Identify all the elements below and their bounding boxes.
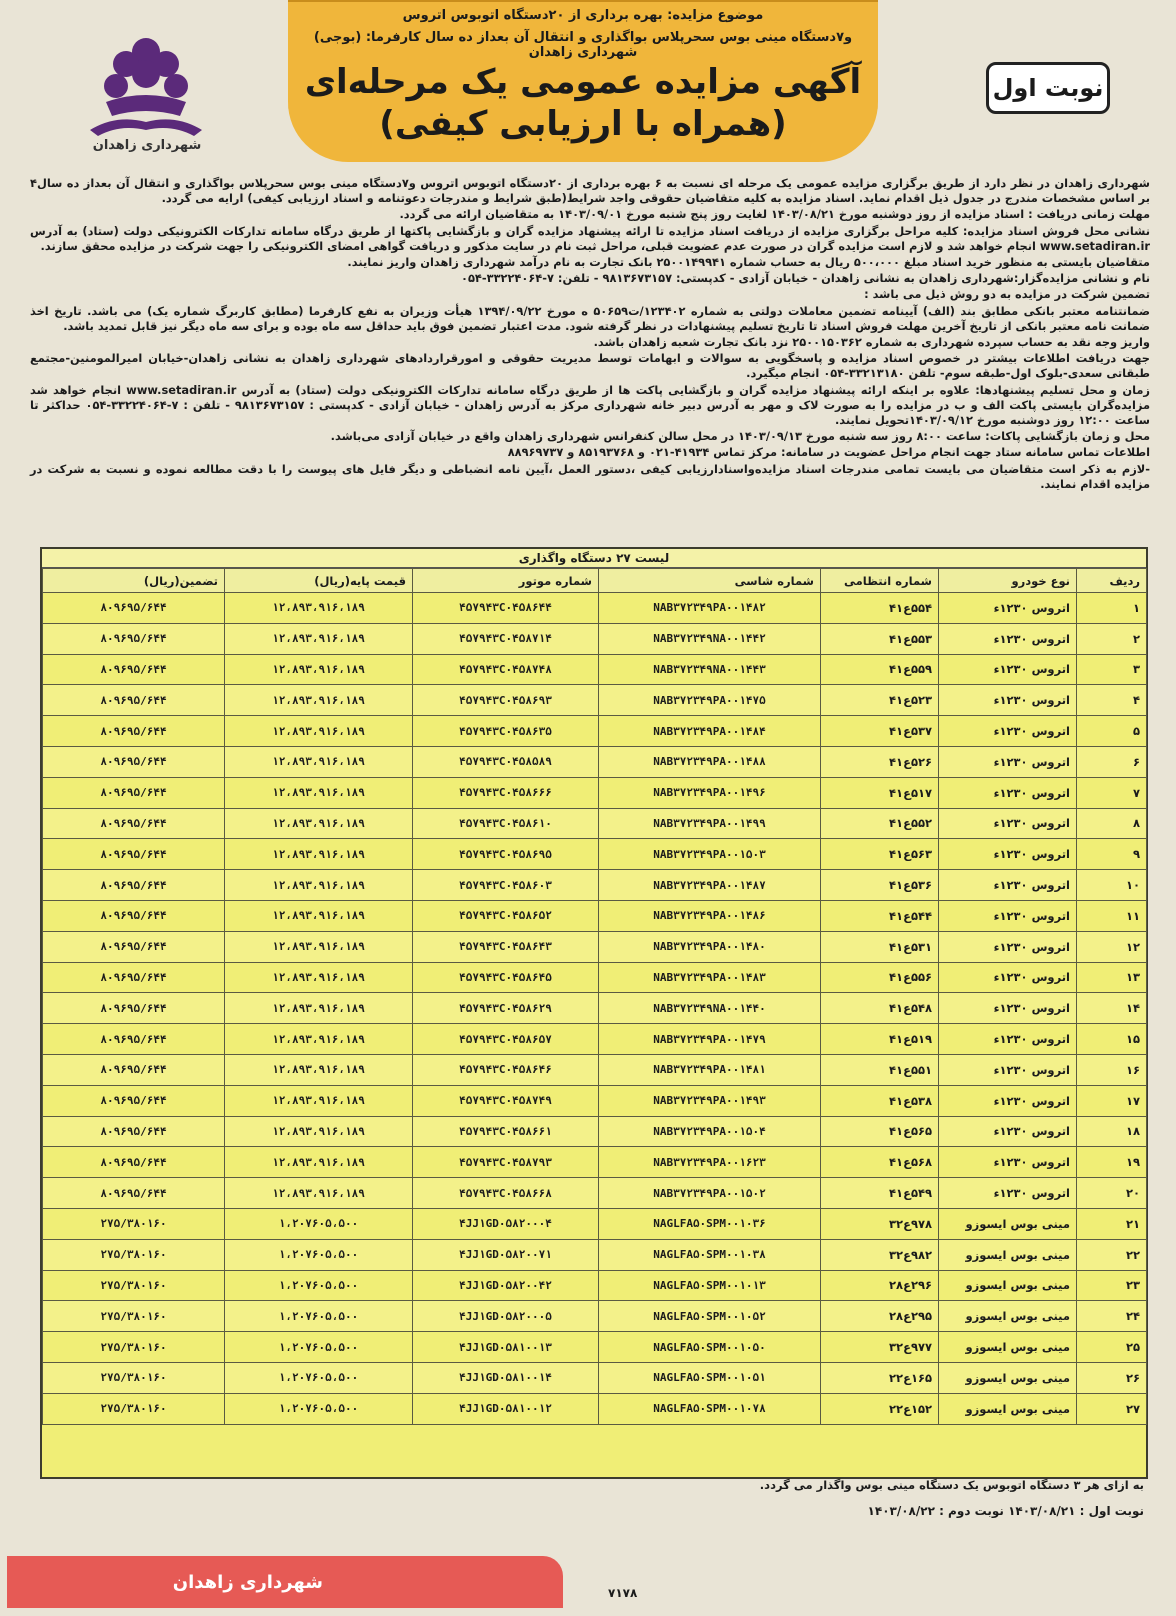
table-row: [43, 900, 1147, 931]
vehicle-type: اتروس ۱۲۳۰ء: [939, 1147, 1077, 1178]
chassis-number: NAGLFA۵۰SPM۰۰۱۰۳۸: [599, 1239, 821, 1270]
row-number: ۶: [1077, 746, 1147, 777]
engine-number: ۴JJ۱GD۰۵۸۲۰۰۴۲: [413, 1270, 599, 1301]
deposit-amount: ۲۷۵/۳۸۰۱۶۰: [43, 1301, 225, 1332]
plate-number: ۵۳۷ع۴۱: [821, 716, 939, 747]
table-row: [43, 746, 1147, 777]
vehicle-type: مینی بوس ایسوزو: [939, 1332, 1077, 1363]
row-number: ۲۱: [1077, 1208, 1147, 1239]
deposit-amount: ۸۰۹۶۹۵/۶۴۴: [43, 1116, 225, 1147]
chassis-number: NAB۳۷۲۳۴۹PA۰۰۱۵۰۴: [599, 1116, 821, 1147]
body-paragraph: نشانی محل فروش اسناد مزایده: کلیه مراحل برگزاری مزایده از دریافت اسناد مزایده تا ارائه پیشنهاد مزایده گران و بازگشایی پاکتها از طریق درگاه سامانه تدارکات الکترونیکی دولت (ستاد) به آدرس www.setadiran.ir انجام خواهد شد و لازم است مزایده گران در صورت عدم عضویت قبلی، مراحل ثبت نام در سایت مذکور و دریافت گواهی امضای الکترونیکی را جهت شرکت در مزایده محقق سازند.: [30, 223, 1150, 253]
engine-number: ۴۵۷۹۴۳C۰۴۵۸۶۴۶: [413, 1054, 599, 1085]
vehicle-type: مینی بوس ایسوزو: [939, 1208, 1077, 1239]
base-price: ۱،۲۰۷۶۰۵،۵۰۰: [225, 1301, 413, 1332]
deposit-amount: ۸۰۹۶۹۵/۶۴۴: [43, 808, 225, 839]
engine-number: ۴JJ۱GD۰۵۸۱۰۰۱۴: [413, 1362, 599, 1393]
table-row: [43, 1393, 1147, 1424]
vehicle-type: مینی بوس ایسوزو: [939, 1301, 1077, 1332]
row-number: ۲۲: [1077, 1239, 1147, 1270]
table-title: لیست ۲۷ دستگاه واگذاری: [42, 549, 1146, 568]
vehicle-type: اتروس ۱۲۳۰ء: [939, 593, 1077, 624]
engine-number: ۴۵۷۹۴۳C۰۴۵۸۶۹۵: [413, 839, 599, 870]
engine-number: ۴۵۷۹۴۳C۰۴۵۸۶۳۵: [413, 716, 599, 747]
plate-number: ۹۷۷ع۳۲: [821, 1332, 939, 1363]
table-row: [43, 593, 1147, 624]
chassis-number: NAB۳۷۲۳۴۹PA۰۰۱۴۷۵: [599, 685, 821, 716]
chassis-number: NAGLFA۵۰SPM۰۰۱۰۵۰: [599, 1332, 821, 1363]
base-price: ۱۲،۸۹۳،۹۱۶،۱۸۹: [225, 654, 413, 685]
engine-number: ۴۵۷۹۴۳C۰۴۵۸۷۹۳: [413, 1147, 599, 1178]
vehicle-type: اتروس ۱۲۳۰ء: [939, 1178, 1077, 1209]
base-price: ۱۲،۸۹۳،۹۱۶،۱۸۹: [225, 808, 413, 839]
header-base-price: قیمت پایه(ریال): [225, 569, 413, 593]
chassis-number: NAB۳۷۲۳۴۹PA۰۰۱۴۷۹: [599, 1024, 821, 1055]
deposit-amount: ۸۰۹۶۹۵/۶۴۴: [43, 1178, 225, 1209]
base-price: ۱۲،۸۹۳،۹۱۶،۱۸۹: [225, 1054, 413, 1085]
table-row: [43, 1301, 1147, 1332]
row-number: ۱۹: [1077, 1147, 1147, 1178]
base-price: ۱،۲۰۷۶۰۵،۵۰۰: [225, 1362, 413, 1393]
row-number: ۲۰: [1077, 1178, 1147, 1209]
plate-number: ۵۵۹ع۴۱: [821, 654, 939, 685]
body-paragraph: متقاضیان بایستی به منظور خرید اسناد مبلغ ۵۰۰،۰۰۰ ریال به حساب شماره ۲۵۰۰۱۴۹۹۴۱ بانک تجارت به نام درآمد شهرداری زاهدان واریز نمایند.: [347, 255, 1150, 270]
table-row: [43, 962, 1147, 993]
deposit-amount: ۲۷۵/۳۸۰۱۶۰: [43, 1239, 225, 1270]
publication-dates: نوبت اول : ۱۴۰۳/۰۸/۲۱ نوبت دوم : ۱۴۰۳/۰۸/۲۲: [867, 1504, 1144, 1518]
table-row: [43, 716, 1147, 747]
chassis-number: NAB۳۷۲۳۴۹PA۰۰۱۴۸۲: [599, 593, 821, 624]
vehicle-type: اتروس ۱۲۳۰ء: [939, 1054, 1077, 1085]
subject-line-1: موضوع مزایده: بهره برداری از ۲۰دستگاه اتوبوس اتروس: [402, 8, 764, 23]
row-number: ۱۶: [1077, 1054, 1147, 1085]
header-chassis: شماره شاسی: [599, 569, 821, 593]
vehicle-type: اتروس ۱۲۳۰ء: [939, 1116, 1077, 1147]
plate-number: ۵۶۸ع۴۱: [821, 1147, 939, 1178]
vehicle-type: اتروس ۱۲۳۰ء: [939, 839, 1077, 870]
chassis-number: NAB۳۷۲۳۴۹PA۰۰۱۴۸۴: [599, 716, 821, 747]
body-paragraph: جهت دریافت اطلاعات بیشتر در خصوص اسناد مزایده و پاسخگویی به سوالات و ابهامات توسط مدیریت حقوقی و امورقراردادهای شهرداری زاهدان به نشانی زاهدان-خیابان امیرالمومنین-مجتمع طبقاتی سعدی-بلوک اول-طبقه سوم- تلفن ۳۳۲۱۳۱۸۰-۰۵۴ انجام میگیرد.: [30, 351, 1150, 381]
engine-number: ۴JJ۱GD۰۵۸۱۰۰۱۲: [413, 1393, 599, 1424]
row-number: ۱۳: [1077, 962, 1147, 993]
body-paragraph: تضمین شرکت در مزایده به دو روش ذیل می باشد :: [864, 287, 1150, 302]
vehicle-type: اتروس ۱۲۳۰ء: [939, 716, 1077, 747]
table-row: [43, 777, 1147, 808]
engine-number: ۴۵۷۹۴۳C۰۴۵۸۷۴۸: [413, 654, 599, 685]
header-banner: [288, 0, 878, 162]
chassis-number: NAGLFA۵۰SPM۰۰۱۰۳۶: [599, 1208, 821, 1239]
row-number: ۳: [1077, 654, 1147, 685]
vehicle-type: اتروس ۱۲۳۰ء: [939, 1024, 1077, 1055]
header-deposit: تضمین(ریال): [43, 569, 225, 593]
table-row: [43, 1054, 1147, 1085]
engine-number: ۴۵۷۹۴۳C۰۴۵۸۶۶۶: [413, 777, 599, 808]
deposit-amount: ۸۰۹۶۹۵/۶۴۴: [43, 993, 225, 1024]
header-engine: شماره موتور: [413, 569, 599, 593]
plate-number: ۵۲۶ع۴۱: [821, 746, 939, 777]
plate-number: ۱۵۲ع۲۲: [821, 1393, 939, 1424]
engine-number: ۴JJ۱GD۰۵۸۲۰۰۰۴: [413, 1208, 599, 1239]
logo-caption: شهرداری زاهدان: [92, 138, 202, 153]
table-row: [43, 839, 1147, 870]
base-price: ۱،۲۰۷۶۰۵،۵۰۰: [225, 1208, 413, 1239]
row-number: ۸: [1077, 808, 1147, 839]
engine-number: ۴۵۷۹۴۳C۰۴۵۸۶۹۳: [413, 685, 599, 716]
table-row: [43, 808, 1147, 839]
body-paragraph: نام و نشانی مزایده‌گزار:شهرداری زاهدان به نشانی زاهدان - خیابان آزادی - کدپستی: ۹۸۱۳۶۷۳۱۵۷ - تلفن: ۷-۳۳۲۲۴۰۶۴-۰۵۴: [461, 271, 1150, 286]
chassis-number: NAB۳۷۲۳۴۹PA۰۰۱۴۸۷: [599, 870, 821, 901]
engine-number: ۴۵۷۹۴۳C۰۴۵۸۶۲۹: [413, 993, 599, 1024]
table-row: [43, 931, 1147, 962]
base-price: ۱۲،۸۹۳،۹۱۶،۱۸۹: [225, 1085, 413, 1116]
base-price: ۱،۲۰۷۶۰۵،۵۰۰: [225, 1239, 413, 1270]
table-row: [43, 870, 1147, 901]
vehicle-type: اتروس ۱۲۳۰ء: [939, 993, 1077, 1024]
plate-number: ۵۳۱ع۴۱: [821, 931, 939, 962]
plate-number: ۵۴۴ع۴۱: [821, 900, 939, 931]
base-price: ۱،۲۰۷۶۰۵،۵۰۰: [225, 1393, 413, 1424]
footer-org-name: شهرداری زاهدان: [172, 1572, 323, 1593]
row-number: ۱۰: [1077, 870, 1147, 901]
row-number: ۱: [1077, 593, 1147, 624]
vehicle-type: اتروس ۱۲۳۰ء: [939, 1085, 1077, 1116]
round-badge: نوبت اول: [986, 62, 1110, 114]
deposit-amount: ۸۰۹۶۹۵/۶۴۴: [43, 654, 225, 685]
engine-number: ۴۵۷۹۴۳C۰۴۵۸۷۴۹: [413, 1085, 599, 1116]
table-row: [43, 1332, 1147, 1363]
body-paragraph: -لازم به ذکر است متقاضیان می بایست تمامی مندرجات اسناد مزایده‌واسناد‌ارزیابی کیفی ،دستور العمل ،آیین نامه انضباطی و دیگر فایل های پیوست را با دقت مطالعه نموده و نسبت به شرکت در مزایده اقدام نمایند.: [30, 461, 1150, 491]
row-number: ۱۱: [1077, 900, 1147, 931]
deposit-amount: ۸۰۹۶۹۵/۶۴۴: [43, 870, 225, 901]
announcement-body: [30, 176, 1150, 493]
plate-number: ۹۸۲ع۳۲: [821, 1239, 939, 1270]
engine-number: ۴۵۷۹۴۳C۰۴۵۸۷۱۴: [413, 623, 599, 654]
chassis-number: NAB۳۷۲۳۴۹NA۰۰۱۴۴۲: [599, 623, 821, 654]
base-price: ۱۲،۸۹۳،۹۱۶،۱۸۹: [225, 777, 413, 808]
deposit-amount: ۸۰۹۶۹۵/۶۴۴: [43, 685, 225, 716]
base-price: ۱۲،۸۹۳،۹۱۶،۱۸۹: [225, 1147, 413, 1178]
subject-line-2: و۷دستگاه مینی بوس سحرپلاس بواگذاری و انتقال آن بعداز ده سال کارفرما: (بوجی) شهرداری زاهدان: [313, 30, 853, 60]
table-row: [43, 1208, 1147, 1239]
row-number: ۷: [1077, 777, 1147, 808]
base-price: ۱۲،۸۹۳،۹۱۶،۱۸۹: [225, 839, 413, 870]
deposit-amount: ۸۰۹۶۹۵/۶۴۴: [43, 1147, 225, 1178]
vehicle-type: اتروس ۱۲۳۰ء: [939, 654, 1077, 685]
engine-number: ۴۵۷۹۴۳C۰۴۵۸۶۶۱: [413, 1116, 599, 1147]
chassis-number: NAB۳۷۲۳۴۹NA۰۰۱۴۴۳: [599, 654, 821, 685]
deposit-amount: ۲۷۵/۳۸۰۱۶۰: [43, 1208, 225, 1239]
base-price: ۱،۲۰۷۶۰۵،۵۰۰: [225, 1270, 413, 1301]
plate-number: ۵۵۱ع۴۱: [821, 1054, 939, 1085]
vehicle-type: اتروس ۱۲۳۰ء: [939, 870, 1077, 901]
deposit-amount: ۸۰۹۶۹۵/۶۴۴: [43, 839, 225, 870]
plate-number: ۵۵۶ع۴۱: [821, 962, 939, 993]
chassis-number: NAB۳۷۲۳۴۹PA۰۰۱۴۹۹: [599, 808, 821, 839]
vehicle-type: اتروس ۱۲۳۰ء: [939, 623, 1077, 654]
row-number: ۲۷: [1077, 1393, 1147, 1424]
engine-number: ۴۵۷۹۴۳C۰۴۵۸۶۵۷: [413, 1024, 599, 1055]
engine-number: ۴۵۷۹۴۳C۰۴۵۸۶۴۴: [413, 593, 599, 624]
body-paragraph: مهلت زمانی دریافت : اسناد مزایده از روز دوشنبه مورخ ۱۴۰۳/۰۸/۲۱ لغایت روز پنج شنبه مورخ ۱۴۰۳/۰۹/۰۱ به متقاضیان ارائه می گردد.: [399, 207, 1150, 222]
plate-number: ۵۵۳ع۴۱: [821, 623, 939, 654]
engine-number: ۴JJ۱GD۰۵۸۱۰۰۱۳: [413, 1332, 599, 1363]
deposit-amount: ۸۰۹۶۹۵/۶۴۴: [43, 746, 225, 777]
body-paragraph: ضمانتنامه معتبر بانکی مطابق بند (الف) آیینامه تضمین معاملات دولتی به شماره ۱۲۳۴۰۲/ت۵۰۶۵۹ ه مورخ ۱۳۹۴/۰۹/۲۲ هیأت وزیران به نفع کارفرما (مطابق کاربرگ شماره یک) می باشد. تاریخ اخذ ضمانت نامه معتبر بانکی از تاریخ آخرین مهلت فروش اسناد تا تاریخ تسلیم پیشنهادات در نظر گرفته شود. مدت اعتبار تضمین فوق باید حداقل سه ماه بوده و برای سه ماه دیگر نیز قابل تمدید باشد.: [30, 303, 1150, 333]
row-number: ۱۲: [1077, 931, 1147, 962]
engine-number: ۴۵۷۹۴۳C۰۴۵۸۶۴۵: [413, 962, 599, 993]
row-number: ۹: [1077, 839, 1147, 870]
plate-number: ۵۱۹ع۴۱: [821, 1024, 939, 1055]
chassis-number: NAB۳۷۲۳۴۹PA۰۰۱۵۰۳: [599, 839, 821, 870]
chassis-number: NAB۳۷۲۳۴۹PA۰۰۱۴۸۶: [599, 900, 821, 931]
base-price: ۱۲،۸۹۳،۹۱۶،۱۸۹: [225, 623, 413, 654]
engine-number: ۴JJ۱GD۰۵۸۲۰۰۰۵: [413, 1301, 599, 1332]
engine-number: ۴۵۷۹۴۳C۰۴۵۸۵۸۹: [413, 746, 599, 777]
vehicle-type: مینی بوس ایسوزو: [939, 1362, 1077, 1393]
engine-number: ۴۵۷۹۴۳C۰۴۵۸۶۶۸: [413, 1178, 599, 1209]
body-paragraph: شهرداری زاهدان در نظر دارد از طریق برگزاری مزایده عمومی یک مرحله ای نسبت به ۶ بهره برداری از ۲۰دستگاه اتوبوس اتروس و۷دستگاه مینی بوس سحرپلاس بواگذاری و انتقال آن بعداز ده سال۴ بر اساس مشخصات مندرج در جدول ذیل اقدام نماید. اسناد مزایده به کلیه متقاضیان حقوقی واجد شرایط(طبق شرایط و مندرجات دعوتنامه و اسناد ارزیابی کیفی) ارایه می گردد.: [30, 176, 1151, 206]
chassis-number: NAB۳۷۲۳۴۹NA۰۰۱۴۴۰: [599, 993, 821, 1024]
engine-number: ۴۵۷۹۴۳C۰۴۵۸۶۰۳: [413, 870, 599, 901]
plate-number: ۱۶۵ع۲۲: [821, 1362, 939, 1393]
row-number: ۴: [1077, 685, 1147, 716]
base-price: ۱۲،۸۹۳،۹۱۶،۱۸۹: [225, 593, 413, 624]
chassis-number: NAB۳۷۲۳۴۹PA۰۰۱۶۲۳: [599, 1147, 821, 1178]
plate-number: ۵۵۴ع۴۱: [821, 593, 939, 624]
deposit-amount: ۸۰۹۶۹۵/۶۴۴: [43, 962, 225, 993]
table-row: [43, 1270, 1147, 1301]
vehicle-type: اتروس ۱۲۳۰ء: [939, 900, 1077, 931]
deposit-amount: ۸۰۹۶۹۵/۶۴۴: [43, 1085, 225, 1116]
deposit-amount: ۸۰۹۶۹۵/۶۴۴: [43, 900, 225, 931]
table-row: [43, 993, 1147, 1024]
plate-number: ۵۶۵ع۴۱: [821, 1116, 939, 1147]
body-paragraph: واریز وجه نقد به حساب سپرده شهرداری به شماره ۲۵۰۰۱۵۰۳۶۲ نزد بانک تجارت شعبه زاهدان باشد.: [593, 335, 1150, 350]
base-price: ۱۲،۸۹۳،۹۱۶،۱۸۹: [225, 962, 413, 993]
plate-number: ۵۵۲ع۴۱: [821, 808, 939, 839]
base-price: ۱۲،۸۹۳،۹۱۶،۱۸۹: [225, 870, 413, 901]
row-number: ۱۴: [1077, 993, 1147, 1024]
table-row: [43, 1024, 1147, 1055]
table-row: [43, 1178, 1147, 1209]
row-number: ۲۴: [1077, 1301, 1147, 1332]
row-number: ۲: [1077, 623, 1147, 654]
chassis-number: NAGLFA۵۰SPM۰۰۱۰۵۲: [599, 1301, 821, 1332]
body-paragraph: زمان و محل تسلیم پیشنهادها: علاوه بر اینکه ارائه پیشنهاد مزایده گران و بازگشایی پاکت ها از طریق درگاه سامانه تدارکات الکترونیکی دولت (ستاد) به آدرس www.setadiran.ir انجام خواهد شد مزایده‌گران بایستی پاکت الف و ب در مزایده را به صورت لاک و مهر به آدرس دبیر خانه شهرداری مرکز به آدرس زاهدان - خیابان آزادی - کدپستی : ۹۸۱۳۶۷۳۱۵۷ - تلفن : ۷-۳۳۲۲۴۰۶۴-۰۵۴ حداکثر تا ساعت ۱۲:۰۰ روز دوشنبه مورخ ۱۴۰۳/۰۹/۱۲تحویل نمایند.: [30, 382, 1150, 428]
table-row: [43, 1085, 1147, 1116]
chassis-number: NAB۳۷۲۳۴۹PA۰۰۱۴۸۰: [599, 931, 821, 962]
base-price: ۱۲،۸۹۳،۹۱۶،۱۸۹: [225, 1024, 413, 1055]
vehicle-type: مینی بوس ایسوزو: [939, 1393, 1077, 1424]
deposit-amount: ۸۰۹۶۹۵/۶۴۴: [43, 1054, 225, 1085]
row-number: ۲۳: [1077, 1270, 1147, 1301]
row-number: ۱۸: [1077, 1116, 1147, 1147]
deposit-amount: ۸۰۹۶۹۵/۶۴۴: [43, 931, 225, 962]
plate-number: ۵۶۳ع۴۱: [821, 839, 939, 870]
table-row: [43, 1239, 1147, 1270]
plate-number: ۵۱۷ع۴۱: [821, 777, 939, 808]
body-paragraph: محل و زمان بازگشایی پاکات: ساعت ۸:۰۰ روز سه شنبه مورخ ۱۴۰۳/۰۹/۱۳ در محل سالن کنفرانس شهرداری زاهدان واقع در خیابان آزادی می‌باشد.: [330, 429, 1150, 444]
header-row-no: ردیف: [1077, 569, 1147, 593]
row-number: ۱۵: [1077, 1024, 1147, 1055]
base-price: ۱۲،۸۹۳،۹۱۶،۱۸۹: [225, 1178, 413, 1209]
deposit-amount: ۲۷۵/۳۸۰۱۶۰: [43, 1270, 225, 1301]
plate-number: ۲۹۶ع۲۸: [821, 1270, 939, 1301]
body-paragraph: اطلاعات تماس سامانه ستاد جهت انجام مراحل عضویت در سامانه: مرکز تماس ۴۱۹۳۴-۰۲۱ و ۸۵۱۹۳۷۶۸ و ۸۸۹۶۹۷۳۷: [507, 445, 1150, 460]
engine-number: ۴۵۷۹۴۳C۰۴۵۸۶۵۲: [413, 900, 599, 931]
table-row: [43, 685, 1147, 716]
base-price: ۱۲،۸۹۳،۹۱۶،۱۸۹: [225, 900, 413, 931]
base-price: ۱۲،۸۹۳،۹۱۶،۱۸۹: [225, 746, 413, 777]
base-price: ۱۲،۸۹۳،۹۱۶،۱۸۹: [225, 993, 413, 1024]
chassis-number: NAB۳۷۲۳۴۹PA۰۰۱۴۸۱: [599, 1054, 821, 1085]
page-subtitle: (همراه با ارزیابی کیفی): [379, 104, 787, 144]
header-plate: شماره انتظامی: [821, 569, 939, 593]
vehicle-type: اتروس ۱۲۳۰ء: [939, 962, 1077, 993]
plate-number: ۵۴۸ع۴۱: [821, 993, 939, 1024]
base-price: ۱۲،۸۹۳،۹۱۶،۱۸۹: [225, 1116, 413, 1147]
vehicle-type: اتروس ۱۲۳۰ء: [939, 777, 1077, 808]
plate-number: ۵۲۳ع۴۱: [821, 685, 939, 716]
deposit-amount: ۲۷۵/۳۸۰۱۶۰: [43, 1393, 225, 1424]
engine-number: ۴۵۷۹۴۳C۰۴۵۸۶۱۰: [413, 808, 599, 839]
table-row: [43, 654, 1147, 685]
row-number: ۲۵: [1077, 1332, 1147, 1363]
plate-number: ۵۳۶ع۴۱: [821, 870, 939, 901]
vehicle-table-grid: [42, 568, 1147, 1425]
footnote: به ازای هر ۳ دستگاه اتوبوس یک دستگاه مینی بوس واگذار می گردد.: [759, 1478, 1144, 1492]
table-row: [43, 1362, 1147, 1393]
chassis-number: NAB۳۷۲۳۴۹PA۰۰۱۴۹۳: [599, 1085, 821, 1116]
vehicle-type: اتروس ۱۲۳۰ء: [939, 685, 1077, 716]
row-number: ۲۶: [1077, 1362, 1147, 1393]
deposit-amount: ۸۰۹۶۹۵/۶۴۴: [43, 1024, 225, 1055]
table-body: [43, 593, 1147, 1425]
deposit-amount: ۸۰۹۶۹۵/۶۴۴: [43, 623, 225, 654]
plate-number: ۹۷۸ع۳۲: [821, 1208, 939, 1239]
vehicle-type: اتروس ۱۲۳۰ء: [939, 746, 1077, 777]
row-number: ۵: [1077, 716, 1147, 747]
engine-number: ۴JJ۱GD۰۵۸۲۰۰۷۱: [413, 1239, 599, 1270]
page-title: آگهی مزایده عمومی یک مرحله‌ای: [304, 62, 862, 102]
base-price: ۱۲،۸۹۳،۹۱۶،۱۸۹: [225, 685, 413, 716]
page-number: ۷۱۷۸: [608, 1586, 638, 1600]
base-price: ۱،۲۰۷۶۰۵،۵۰۰: [225, 1332, 413, 1363]
table-row: [43, 1116, 1147, 1147]
vehicle-type: مینی بوس ایسوزو: [939, 1239, 1077, 1270]
chassis-number: NAB۳۷۲۳۴۹PA۰۰۱۴۸۸: [599, 746, 821, 777]
plate-number: ۵۳۸ع۴۱: [821, 1085, 939, 1116]
footer-banner: [7, 1556, 563, 1608]
vehicle-table: [40, 547, 1148, 1479]
chassis-number: NAB۳۷۲۳۴۹PA۰۰۱۵۰۲: [599, 1178, 821, 1209]
vehicle-type: مینی بوس ایسوزو: [939, 1270, 1077, 1301]
chassis-number: NAB۳۷۲۳۴۹PA۰۰۱۴۹۶: [599, 777, 821, 808]
deposit-amount: ۲۷۵/۳۸۰۱۶۰: [43, 1362, 225, 1393]
base-price: ۱۲،۸۹۳،۹۱۶،۱۸۹: [225, 716, 413, 747]
deposit-amount: ۸۰۹۶۹۵/۶۴۴: [43, 777, 225, 808]
table-header-row: [43, 569, 1147, 593]
header-vehicle-type: نوع خودرو: [939, 569, 1077, 593]
chassis-number: NAGLFA۵۰SPM۰۰۱۰۱۳: [599, 1270, 821, 1301]
vehicle-type: اتروس ۱۲۳۰ء: [939, 808, 1077, 839]
deposit-amount: ۲۷۵/۳۸۰۱۶۰: [43, 1332, 225, 1363]
table-row: [43, 623, 1147, 654]
plate-number: ۵۴۹ع۴۱: [821, 1178, 939, 1209]
table-row: [43, 1147, 1147, 1178]
deposit-amount: ۸۰۹۶۹۵/۶۴۴: [43, 593, 225, 624]
plate-number: ۲۹۵ع۲۸: [821, 1301, 939, 1332]
vehicle-type: اتروس ۱۲۳۰ء: [939, 931, 1077, 962]
engine-number: ۴۵۷۹۴۳C۰۴۵۸۶۴۳: [413, 931, 599, 962]
chassis-number: NAGLFA۵۰SPM۰۰۱۰۷۸: [599, 1393, 821, 1424]
chassis-number: NAB۳۷۲۳۴۹PA۰۰۱۴۸۳: [599, 962, 821, 993]
base-price: ۱۲،۸۹۳،۹۱۶،۱۸۹: [225, 931, 413, 962]
row-number: ۱۷: [1077, 1085, 1147, 1116]
deposit-amount: ۸۰۹۶۹۵/۶۴۴: [43, 716, 225, 747]
chassis-number: NAGLFA۵۰SPM۰۰۱۰۵۱: [599, 1362, 821, 1393]
